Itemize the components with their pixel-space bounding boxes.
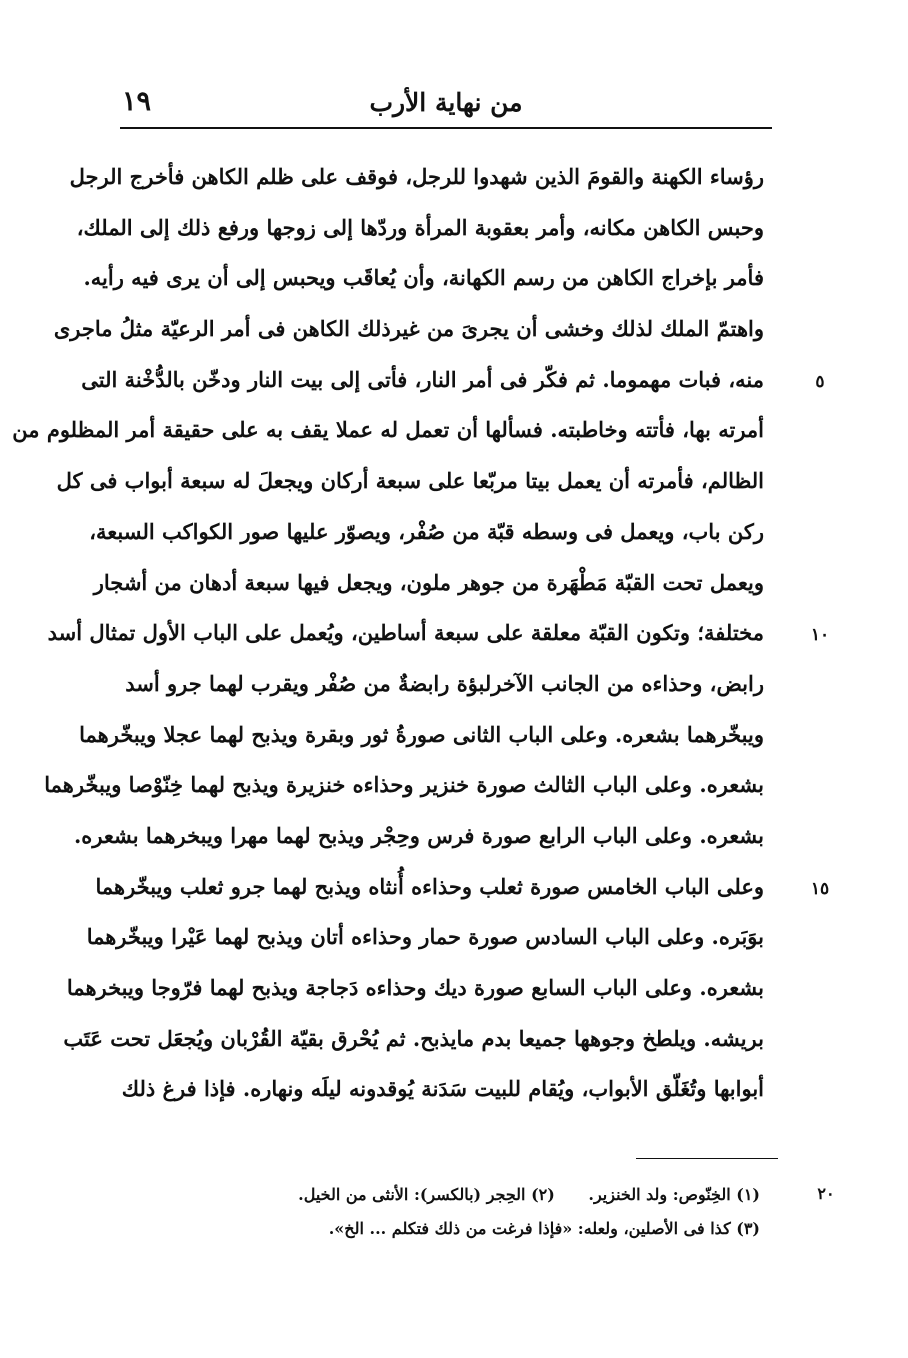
text-line: بشعره. وعلى الباب السابع صورة ديك وحذاءه دَجاجة ويذبح لهما فرّوجا ويبخرهما [66, 975, 764, 1000]
text-line: ويبخّرهما بشعره. وعلى الباب الثانى صورةُ ثور وبقرة ويذبح لهما عجلا ويبخّرهما [79, 721, 764, 747]
body-text [12, 152, 764, 1115]
line-number: ٥ [815, 372, 825, 392]
page-header [120, 82, 772, 128]
text-line: أبوابها وتُغَلّق الأبواب، ويُقام للبيت سَدَنة يُوقدونه ليلَه ونهاره. فإذا فرغ ذلك [121, 1076, 764, 1102]
line-number: ٢٠ [817, 1184, 835, 1203]
footnote-2: (٢) الحِجر (بالكسر): الأنثى من الخيل. [298, 1185, 555, 1204]
footnote-1: (١) الخِنّوص: ولد الخنزير. [588, 1185, 760, 1204]
text-line: ويعمل تحت القبّة مَطْهَرة من جوهر ملون، ويجعل فيها سبعة أدهان من أشجار [93, 569, 764, 595]
page-number: ١٩ [122, 86, 152, 117]
running-title: من نهاية الأرب [369, 88, 523, 117]
footnote-row [220, 1178, 760, 1212]
text-line: فأمر بإخراج الكاهن من رسم الكهانة، وأن يُعاقَب ويحبس إلى أن يرى فيه رأيه. [83, 265, 764, 291]
text-line: واهتمّ الملك لذلك وخشى أن يجرىَ من غيرذلك الكاهن فى أمر الرعيّة مثلُ ماجرى [53, 316, 764, 342]
text-line: أمرته بها، فأتته وخاطبته. فسألها أن تعمل له عملا يقف به على حقيقة أمر المظلوم من [12, 417, 764, 443]
text-line: بوَبَره. وعلى الباب السادس صورة حمار وحذاءه أتان ويذبح لهما عَيْرا ويبخّرهما [86, 924, 764, 950]
text-line: وحبس الكاهن مكانه، وأمر بعقوبة المرأة وردّها إلى زوجها ورفع ذلك إلى الملك، [76, 214, 764, 240]
text-line: وعلى الباب الخامس صورة ثعلب وحذاءه أُنثاه ويذبح لهما جرو ثعلب ويبخّرهما [95, 873, 764, 899]
text-line: رؤساء الكهنة والقومَ الذين شهدوا للرجل، فوقف على ظلم الكاهن فأخرج الرجل [69, 164, 764, 189]
text-line: الظالم، فأمرته أن يعمل بيتا مربّعا على سبعة أركان ويجعلَ له سبعة أبواب فى كل [56, 468, 764, 494]
footnote-rule [636, 1158, 778, 1159]
text-line: رابض، وحذاءه من الجانب الآخرلبؤة رابضةٌ من صُفْر ويقرب لهما جرو أسد [125, 670, 764, 696]
text-line: بشعره. وعلى الباب الثالث صورة خنزير وحذاءه خنزيرة ويذبح لهما خِنّوْصا ويبخّرهما [44, 772, 764, 798]
line-number: ١٥ [810, 879, 830, 899]
line-number: ١٠ [810, 625, 830, 645]
text-line: ركن باب، ويعمل فى وسطه قبّة من صُفْر، ويصوّر عليها صور الكواكب السبعة، [89, 518, 764, 544]
text-line: منه، فبات مهموما. ثم فكّر فى أمر النار، فأتى إلى بيت النار ودخّن بالدُّخْنة التى [81, 366, 764, 392]
footnotes [220, 1178, 760, 1246]
footnote-3: (٣) كذا فى الأصلين، ولعله: «فإذا فرغت من ذلك فتكلم ... الخ». [328, 1219, 760, 1238]
text-line: بشعره. وعلى الباب الرابع صورة فرس وحِجْر ويذبح لهما مهرا ويبخرهما بشعره. [74, 822, 764, 848]
text-line: بريشه. ويلطخ وجوهها جميعا بدم مايذبح. ثم يُحْرق بقيّة القُرْبان ويُجعَل تحت عَتَب [63, 1025, 764, 1051]
text-line: مختلفة؛ وتكون القبّة معلقة على سبعة أساطين، ويُعمل على الباب الأول تمثال أسد [47, 620, 764, 646]
header-rule [120, 127, 772, 129]
